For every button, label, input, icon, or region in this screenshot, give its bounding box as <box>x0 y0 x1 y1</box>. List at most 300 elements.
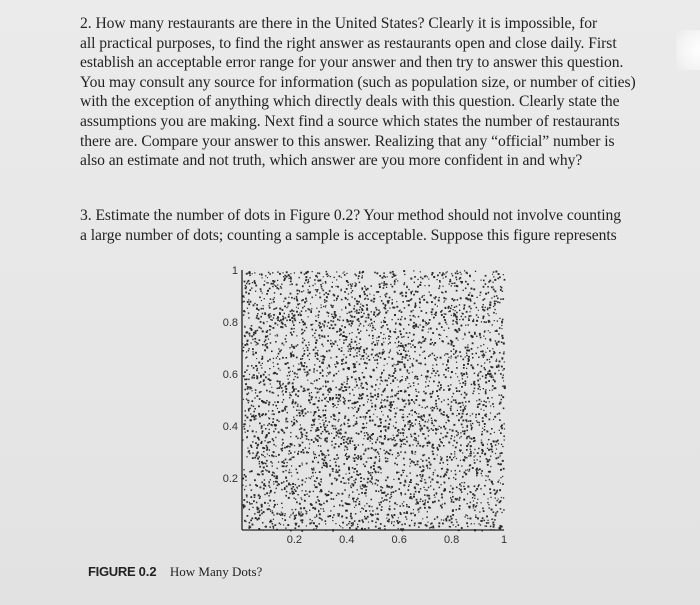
dot <box>286 491 287 492</box>
dot <box>428 506 430 508</box>
dot <box>408 400 410 402</box>
dot <box>484 454 486 456</box>
dot <box>302 442 304 444</box>
dot <box>296 311 298 313</box>
dot <box>386 518 387 519</box>
dot <box>257 458 259 460</box>
dot <box>351 311 353 313</box>
dot <box>464 334 466 336</box>
dot <box>364 516 365 517</box>
dot <box>476 505 477 506</box>
dot <box>257 313 258 314</box>
dot <box>455 321 456 322</box>
dot <box>287 375 288 376</box>
dot <box>427 445 429 447</box>
dot <box>247 340 249 342</box>
dot <box>315 289 316 290</box>
dot <box>403 458 405 460</box>
dot <box>501 452 503 454</box>
dot <box>350 284 351 285</box>
dot <box>444 400 445 401</box>
dot <box>369 480 371 482</box>
dot <box>406 475 407 476</box>
dot <box>306 279 307 280</box>
dot <box>286 307 287 308</box>
dot <box>403 505 405 507</box>
dot <box>442 292 443 293</box>
dot <box>259 461 260 462</box>
dot <box>455 470 456 471</box>
dot <box>441 326 443 328</box>
dot <box>319 397 320 398</box>
dot <box>330 389 332 391</box>
dot <box>302 522 304 524</box>
dot <box>376 367 377 368</box>
dot <box>263 455 264 456</box>
dot <box>346 453 347 454</box>
dot <box>282 323 284 325</box>
dot <box>421 310 423 312</box>
dot <box>360 306 361 307</box>
dot <box>462 413 464 415</box>
dot <box>365 418 366 419</box>
dot <box>448 328 449 329</box>
dot <box>473 452 474 453</box>
dot <box>256 507 258 509</box>
dot <box>371 311 372 312</box>
dot <box>289 319 291 321</box>
dot <box>432 501 434 503</box>
dot <box>399 361 401 363</box>
dot <box>303 388 305 390</box>
dot <box>448 420 450 422</box>
dot <box>284 324 286 326</box>
dot <box>357 319 359 321</box>
dot <box>417 376 418 377</box>
dot <box>385 304 387 306</box>
dot <box>282 272 283 273</box>
dot <box>257 343 259 345</box>
dot <box>269 359 271 361</box>
dot <box>262 331 263 332</box>
dot <box>378 491 379 492</box>
dot <box>292 322 293 323</box>
dot <box>464 431 466 433</box>
dot <box>381 399 382 400</box>
dot <box>377 451 379 453</box>
dot <box>246 456 247 457</box>
dot <box>319 388 321 390</box>
dot <box>286 481 287 482</box>
dot <box>485 480 486 481</box>
dot <box>346 383 348 385</box>
dot <box>393 426 394 427</box>
dot <box>385 338 386 339</box>
dot <box>306 432 308 434</box>
dot <box>425 524 427 526</box>
dot <box>465 316 466 317</box>
dot <box>249 425 250 426</box>
dot <box>303 390 305 392</box>
dot <box>277 284 278 285</box>
dot <box>459 278 460 279</box>
dot <box>254 272 255 273</box>
dot <box>318 445 319 446</box>
dot <box>481 502 482 503</box>
dot <box>361 488 363 490</box>
dot <box>376 479 378 481</box>
dot <box>380 422 382 424</box>
dot <box>418 523 419 524</box>
dot <box>336 431 338 433</box>
dot <box>446 471 448 473</box>
dot <box>294 419 295 420</box>
dot <box>465 516 466 517</box>
dot <box>383 334 384 335</box>
dot <box>431 418 432 419</box>
dot <box>271 283 273 285</box>
dot <box>502 483 504 485</box>
dot <box>266 331 268 333</box>
dot <box>272 286 273 287</box>
dot <box>348 479 350 481</box>
dot <box>307 389 309 391</box>
dot <box>347 449 349 451</box>
dot <box>395 427 397 429</box>
dot <box>285 406 286 407</box>
dot <box>252 376 253 377</box>
dot <box>363 313 364 314</box>
dot <box>385 380 387 382</box>
dot <box>368 325 369 326</box>
dot <box>399 455 400 456</box>
dot <box>402 439 404 441</box>
dot <box>330 340 331 341</box>
dot <box>342 436 344 438</box>
dot <box>262 344 264 346</box>
dot <box>497 278 499 280</box>
dot <box>327 516 329 518</box>
dot <box>293 346 295 348</box>
dot <box>466 522 468 524</box>
dot <box>503 375 504 376</box>
dot <box>433 447 435 449</box>
dot <box>425 381 426 382</box>
dot <box>465 470 466 471</box>
dot <box>349 312 351 314</box>
dot <box>244 326 245 327</box>
dot <box>294 451 295 452</box>
dot <box>459 329 461 331</box>
dot <box>359 395 361 397</box>
dot <box>254 435 256 437</box>
dot <box>323 503 324 504</box>
dot <box>352 403 353 404</box>
dot <box>296 297 297 298</box>
dot <box>462 313 463 314</box>
dot <box>465 383 467 385</box>
dot <box>408 337 409 338</box>
dot <box>256 315 258 317</box>
dot <box>312 335 313 336</box>
dot <box>383 320 384 321</box>
dot <box>453 345 455 347</box>
dot <box>493 276 494 277</box>
dot <box>354 460 356 462</box>
dot <box>410 434 411 435</box>
dot <box>491 482 492 483</box>
dot <box>283 524 284 525</box>
dot <box>450 357 451 358</box>
dot <box>373 295 374 296</box>
dot <box>293 406 294 407</box>
dot <box>263 305 264 306</box>
dot <box>323 359 325 361</box>
dot <box>454 307 456 309</box>
dot <box>286 335 287 336</box>
dot <box>501 395 503 397</box>
dot <box>413 310 414 311</box>
dot <box>455 357 457 359</box>
dot <box>274 402 275 403</box>
dot <box>253 377 255 379</box>
dot <box>296 410 298 412</box>
dot <box>499 430 500 431</box>
dot <box>290 458 292 460</box>
dot <box>398 391 399 392</box>
dot <box>322 453 324 455</box>
dot <box>363 416 364 417</box>
dot <box>334 405 335 406</box>
dot <box>370 376 372 378</box>
dot <box>391 486 393 488</box>
dot <box>443 278 444 279</box>
dot <box>261 300 262 301</box>
dot <box>339 432 341 434</box>
dot <box>259 416 261 418</box>
dot <box>346 510 348 512</box>
dot <box>453 445 454 446</box>
y-tick-label: 0.4 <box>222 421 238 433</box>
dot <box>439 410 441 412</box>
dot <box>252 430 254 432</box>
dot <box>327 367 328 368</box>
dot <box>264 298 265 299</box>
dot <box>377 396 378 397</box>
dot <box>258 373 259 374</box>
dot <box>390 403 392 405</box>
dot <box>348 457 349 458</box>
dot <box>492 389 493 390</box>
dot <box>327 273 328 274</box>
dot <box>351 376 353 378</box>
dot <box>344 416 346 418</box>
dot <box>274 285 275 286</box>
dot <box>394 521 395 522</box>
dot <box>420 347 422 349</box>
dot <box>390 438 391 439</box>
dot <box>406 504 408 506</box>
dot <box>251 325 252 326</box>
dot <box>501 321 503 323</box>
dot <box>330 276 331 277</box>
dot <box>493 489 495 491</box>
dot <box>409 481 411 483</box>
dot <box>385 426 387 428</box>
dot <box>462 431 464 433</box>
dot <box>485 475 486 476</box>
dot <box>429 468 430 469</box>
dot <box>336 397 338 399</box>
dot <box>315 283 316 284</box>
dot <box>275 437 276 438</box>
dot <box>452 514 454 516</box>
dot <box>342 390 343 391</box>
dot <box>492 483 494 485</box>
dot <box>386 287 387 288</box>
dot <box>265 275 266 276</box>
dot <box>421 375 422 376</box>
dot <box>447 361 449 363</box>
dot <box>364 432 365 433</box>
dot <box>304 429 306 431</box>
dot <box>495 498 496 499</box>
dot <box>261 308 263 310</box>
dot <box>402 376 403 377</box>
dot <box>441 457 443 459</box>
dot <box>351 296 352 297</box>
dot <box>358 278 359 279</box>
dot <box>298 314 300 316</box>
dot <box>402 356 404 358</box>
dot <box>417 378 419 380</box>
dot <box>424 295 425 296</box>
dot <box>386 384 388 386</box>
dot <box>288 274 290 276</box>
dot <box>294 445 295 446</box>
dot <box>493 286 494 287</box>
dot <box>410 493 412 495</box>
dot <box>368 458 369 459</box>
dot <box>299 313 300 314</box>
dot <box>353 308 355 310</box>
dot <box>351 323 352 324</box>
dot <box>453 524 454 525</box>
dot <box>270 479 271 480</box>
dot <box>413 270 414 271</box>
dot <box>415 304 416 305</box>
dot <box>443 462 445 464</box>
dot <box>374 424 376 426</box>
dot <box>324 294 326 296</box>
dot <box>461 373 463 375</box>
dot <box>302 519 304 521</box>
dot <box>303 365 305 367</box>
dot <box>274 297 275 298</box>
dot <box>485 352 486 353</box>
dot <box>409 459 411 461</box>
dot <box>343 340 344 341</box>
dot <box>474 498 475 499</box>
dot <box>485 293 487 295</box>
problem-2-line: there are. Compare your answer to this answer. Realizing that any “official” number is <box>80 132 615 150</box>
dot <box>398 488 400 490</box>
dot <box>420 282 422 284</box>
dot <box>273 483 274 484</box>
dot <box>293 318 295 320</box>
dot <box>269 481 270 482</box>
dot <box>349 333 350 334</box>
dot <box>371 323 373 325</box>
dot <box>470 518 472 520</box>
dot <box>398 523 399 524</box>
dot <box>396 472 398 474</box>
dot <box>279 513 281 515</box>
dot <box>442 414 443 415</box>
dot <box>282 442 284 444</box>
dot <box>476 336 477 337</box>
dot <box>445 307 446 308</box>
dot <box>425 338 427 340</box>
dot <box>373 357 374 358</box>
dot <box>455 351 456 352</box>
dot <box>437 279 438 280</box>
dot <box>390 272 392 274</box>
dot <box>334 426 335 427</box>
dot <box>258 362 260 364</box>
dot <box>393 479 394 480</box>
dot <box>433 370 435 372</box>
dot <box>463 290 464 291</box>
dot <box>324 398 326 400</box>
dot <box>261 454 263 456</box>
dot <box>387 276 388 277</box>
dot <box>330 320 332 322</box>
dot <box>319 513 321 515</box>
dot <box>323 325 325 327</box>
dot <box>320 450 322 452</box>
dot <box>273 366 274 367</box>
dot <box>487 444 488 445</box>
dot <box>381 442 382 443</box>
dot <box>297 494 298 495</box>
dot <box>269 521 271 523</box>
figure-label: FIGURE <box>88 564 136 579</box>
dot <box>360 511 361 512</box>
dot <box>269 487 270 488</box>
dot <box>325 520 327 522</box>
dot <box>473 390 474 391</box>
dot <box>359 295 360 296</box>
dot <box>343 482 345 484</box>
dot <box>278 454 280 456</box>
dot <box>492 451 494 453</box>
dot <box>397 379 398 380</box>
dot <box>396 279 397 280</box>
dot <box>378 472 380 474</box>
dot <box>459 380 460 381</box>
dot <box>428 279 429 280</box>
dot <box>384 307 386 309</box>
dot <box>389 307 390 308</box>
dot <box>298 511 299 512</box>
dot <box>463 499 465 501</box>
dot <box>478 486 479 487</box>
dot <box>254 513 255 514</box>
dot <box>313 424 315 426</box>
dot <box>356 312 357 313</box>
dot <box>383 285 384 286</box>
